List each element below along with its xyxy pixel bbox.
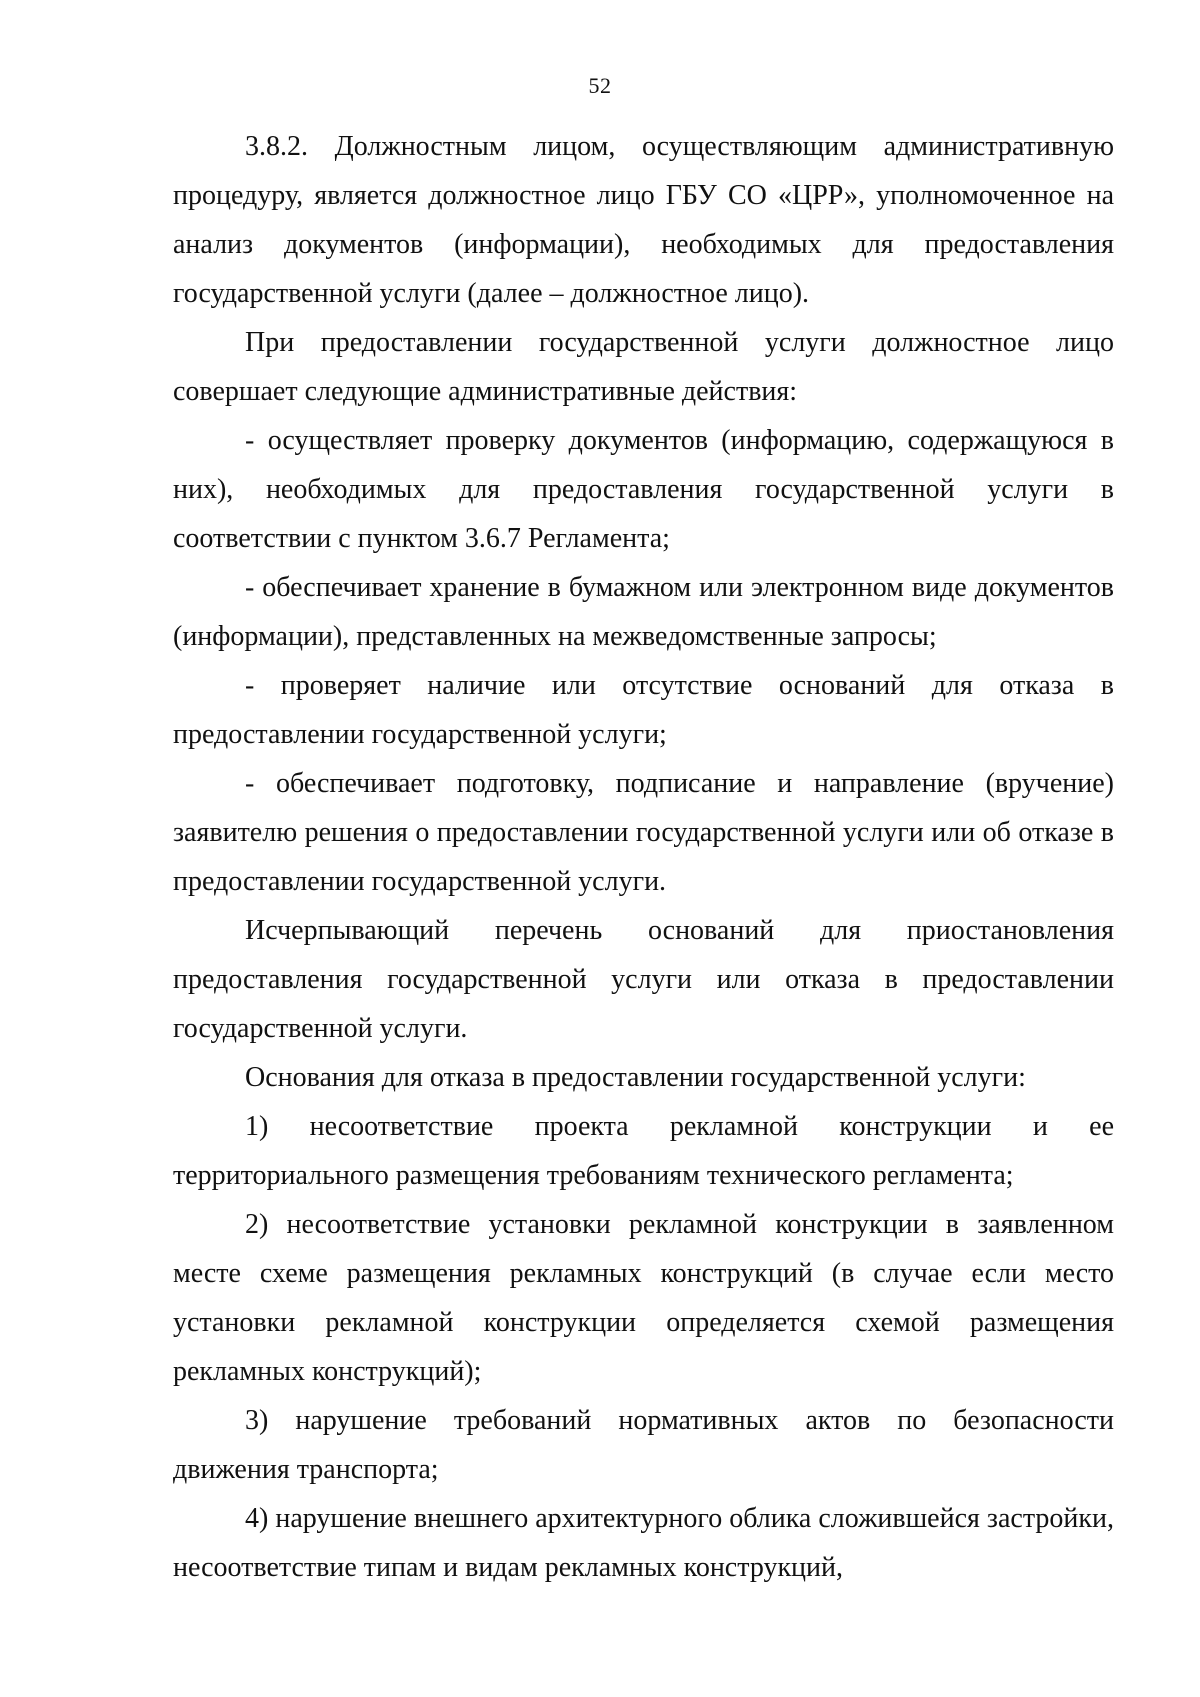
paragraph-actions-intro: При предоставлении государственной услуги должностное лицо совершает следующие административные действия:	[173, 327, 1114, 407]
paragraph-3-8-2: 3.8.2. Должностным лицом, осуществляющим административную процедуру, является должностное лицо ГБУ СО «ЦРР», уполномоченное на анализ документов (информации), необходимых для предоставления государственной услуги (далее – должностное лицо).	[173, 131, 1114, 309]
list-item-check-grounds: - проверяет наличие или отсутствие оснований для отказа в предоставлении государственной услуги;	[173, 670, 1114, 750]
refusal-ground-1: 1) несоответствие проекта рекламной конструкции и ее территориального размещения требованиям технического регламента;	[173, 1111, 1114, 1191]
list-item-storage: - обеспечивает хранение в бумажном или электронном виде документов (информации), представленных на межведомственные запросы;	[173, 572, 1114, 652]
refusal-ground-2: 2) несоответствие установки рекламной конструкции в заявленном месте схеме размещения рекламных конструкций (в случае если место установки рекламной конструкции определяется схемой размещения рекламных конструкций);	[173, 1209, 1114, 1387]
document-body	[173, 122, 1114, 1592]
page-number: 52	[588, 73, 612, 98]
refusal-ground-4: 4) нарушение внешнего архитектурного облика сложившейся застройки, несоответствие типам и видам рекламных конструкций,	[173, 1503, 1114, 1583]
paragraph-exhaustive-list: Исчерпывающий перечень оснований для приостановления предоставления государственной услуги или отказа в предоставлении государственной услуги.	[173, 915, 1114, 1044]
refusal-ground-3: 3) нарушение требований нормативных актов по безопасности движения транспорта;	[173, 1405, 1114, 1485]
list-item-check-documents: - осуществляет проверку документов (информацию, содержащуюся в них), необходимых для предоставления государственной услуги в соответствии с пунктом 3.6.7 Регламента;	[173, 425, 1114, 554]
list-item-decision: - обеспечивает подготовку, подписание и направление (вручение) заявителю решения о предоставлении государственной услуги или об отказе в предоставлении государственной услуги.	[173, 768, 1114, 897]
paragraph-refusal-grounds: Основания для отказа в предоставлении государственной услуги:	[245, 1062, 1026, 1093]
